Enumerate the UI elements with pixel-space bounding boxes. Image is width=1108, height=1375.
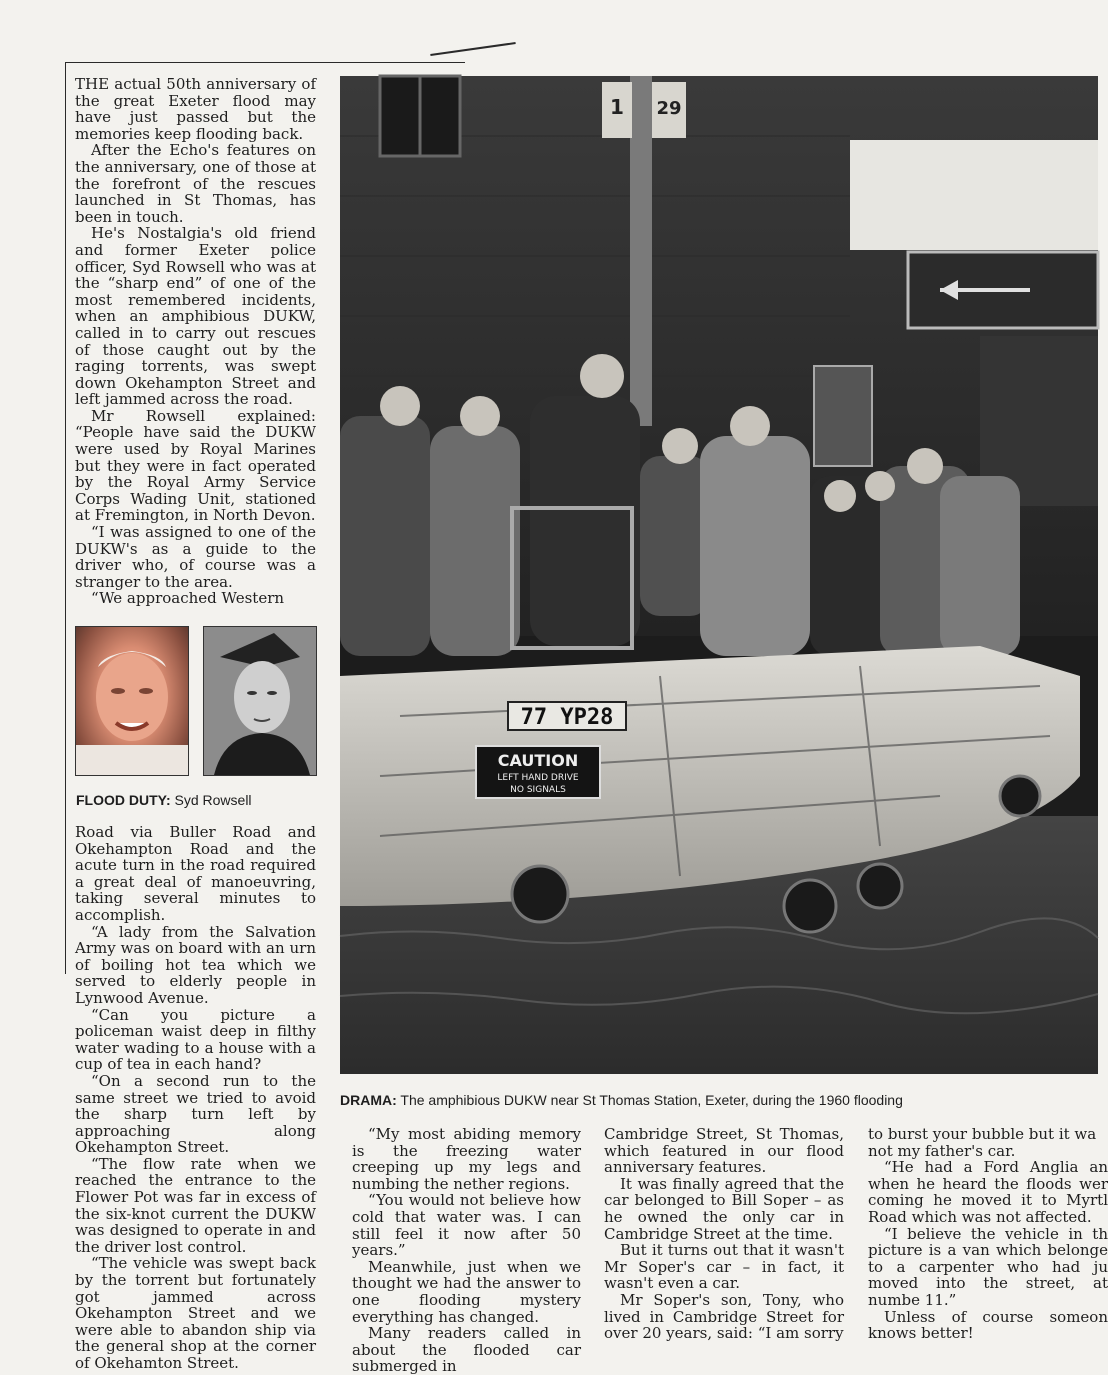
paragraph: “My most abiding memory is the freezing water creeping up my legs and numbing the nether regions. xyxy=(352,1125,581,1193)
paragraph: “The flow rate when we reached the entrance to the Flower Pot was far in excess of the six-knot current the DUKW was designed to operate in and the driver lost control. xyxy=(75,1154,316,1256)
post-number: 29 xyxy=(656,98,682,119)
paragraph: It was finally agreed that the car belonged to Bill Soper – as he owned the only car in Cambridge Street at the time. xyxy=(604,1174,844,1243)
article-column-4 xyxy=(868,1126,1108,1341)
caption-text: The amphibious DUKW near St Thomas Station, Exeter, during the 1960 flooding xyxy=(396,1092,903,1108)
paragraph: “You would not believe how cold that water was. I can still feel it now after 50 years.” xyxy=(352,1191,581,1260)
registration-plate: 77 YP28 xyxy=(520,705,614,730)
portrait-caption xyxy=(76,790,316,809)
article-column-1-bottom xyxy=(75,823,316,1372)
paragraph: But it turns out that it wasn't Mr Soper's car – in fact, it wasn't even a car. xyxy=(604,1241,844,1293)
paragraph: “I was assigned to one of the DUKW's as a guide to the driver who, of course was a stranger to the area. xyxy=(75,523,316,591)
paragraph: Meanwhile, just when we thought we had the answer to one flooding mystery everything has changed. xyxy=(352,1257,581,1326)
column-divider xyxy=(65,62,66,974)
caution-sign-line-2: NO SIGNALS xyxy=(510,785,566,795)
paragraph: “Can you picture a policeman waist deep in filthy water wading to a house with a cup of tea in each hand? xyxy=(75,1005,316,1074)
post-number-left: 1 xyxy=(610,95,624,119)
caption-text: Syd Rowsell xyxy=(170,792,252,808)
paragraph: “He had a Ford Anglia an when he heard the floods wer coming he moved it to Myrtl Road which was not affected. xyxy=(868,1158,1108,1226)
portrait-syd-rowsell-young xyxy=(203,626,317,776)
paragraph: THE actual 50th anniversary of the great Exeter flood may have just passed but the memories keep flooding back. xyxy=(75,75,316,143)
paragraph: “The vehicle was swept back by the torrent but fortunately got jammed across Okehampton Street and we were able to abandon ship via the general shop at the corner of Okehamton Street. xyxy=(75,1254,316,1372)
paragraph: Cambridge Street, St Thomas, which featured in our flood anniversary features. xyxy=(604,1125,844,1177)
caution-sign-line-1: LEFT HAND DRIVE xyxy=(497,773,579,783)
caution-sign-title: CAUTION xyxy=(497,751,579,770)
paragraph: He's Nostalgia's old friend and former Exeter police officer, Syd Rowsell who was at the “sharp end” of one of the most remembered incidents, when an amphibious DUKW, called in to carry out rescues of those caught out by the raging torrents, was swept down Okehampton Street and left jammed across the road. xyxy=(75,224,316,409)
paragraph: to burst your bubble but it wa xyxy=(868,1125,1097,1143)
article-column-3 xyxy=(604,1126,844,1341)
article-column-1-top xyxy=(75,76,316,610)
caption-label: FLOOD DUTY: xyxy=(76,792,171,808)
paragraph: not my father's car. xyxy=(868,1141,1016,1160)
portrait-syd-rowsell-recent xyxy=(75,626,189,776)
paragraph: Road via Buller Road and Okehampton Road and the acute turn in the road required a great deal of manoeuvring, taking several minutes to accomplish. xyxy=(75,823,316,924)
caption-label: DRAMA: xyxy=(340,1092,397,1108)
paragraph: “On a second run to the same street we tried to avoid the sharp turn left by approaching along Okehampton Street. xyxy=(75,1071,316,1157)
paragraph: “I believe the vehicle in th picture is a van which belonge to a carpenter who had ju moved into the street, at numbe 11.” xyxy=(868,1224,1108,1309)
top-rule xyxy=(65,62,465,63)
paragraph: “A lady from the Salvation Army was on board with an urn of boiling hot tea which we served to elderly people in Lynwood Avenue. xyxy=(75,922,316,1007)
paragraph: Many readers called in about the flooded car submerged in xyxy=(352,1324,581,1375)
article-column-2 xyxy=(352,1125,581,1375)
paragraph: Unless of course someon knows better! xyxy=(868,1307,1108,1343)
paragraph: Mr Rowsell explained: “People have said the DUKW were used by Royal Marines but they were in fact operated by the Royal Army Service Corps Wading Unit, stationed at Fremington, in North Devon. xyxy=(75,406,316,525)
paragraph: After the Echo's features on the anniversary, one of those at the forefront of the rescues launched in St Thomas, has been in touch. xyxy=(75,141,316,226)
paragraph: “We approached Western xyxy=(91,589,285,608)
paragraph: Mr Soper's son, Tony, who lived in Cambridge Street for over 20 years, said: “I am sorry xyxy=(604,1290,844,1343)
dukw-flood-photo xyxy=(340,76,1098,1074)
corner-mark xyxy=(430,42,515,56)
photo-caption xyxy=(340,1090,1098,1109)
